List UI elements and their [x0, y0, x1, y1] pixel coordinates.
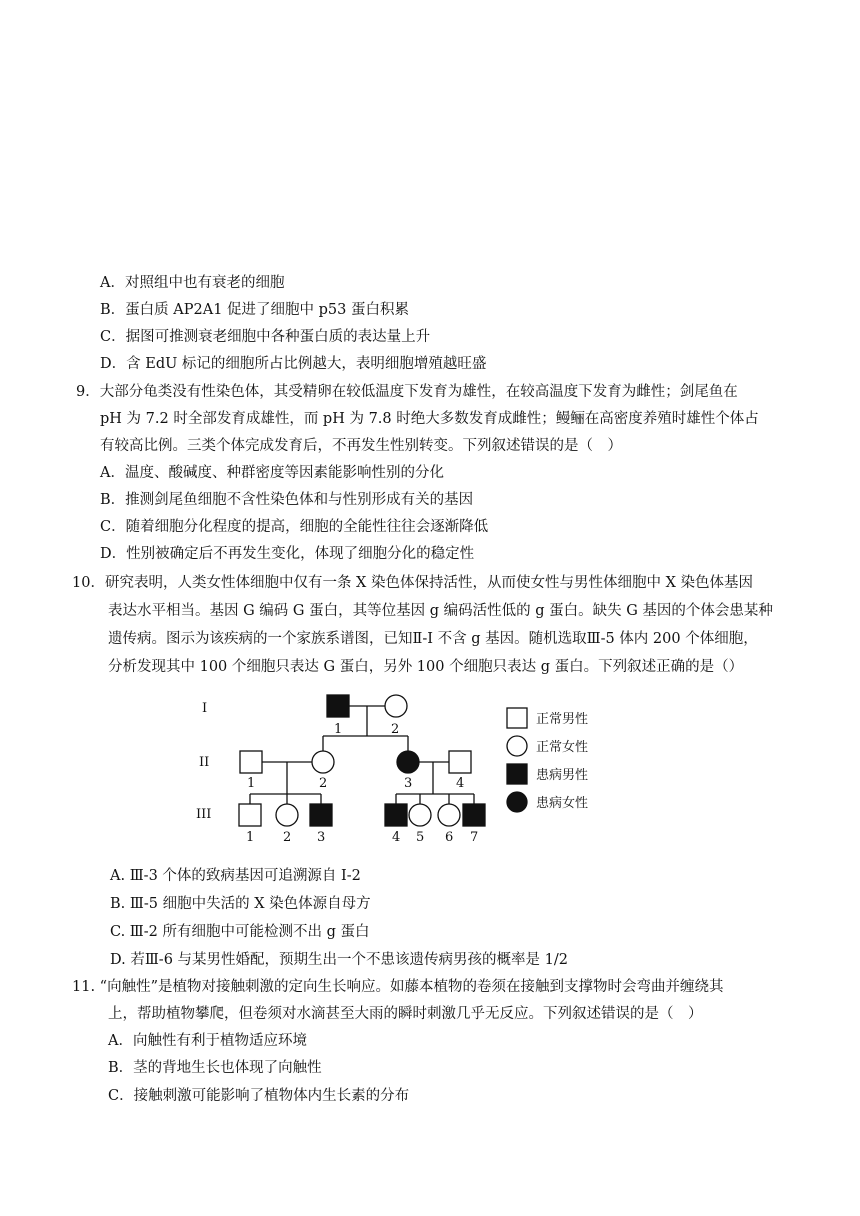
gen3-normal-female-2 [276, 804, 298, 826]
q11-option-c: C．接触刺激可能影响了植物体内生长素的分布 [108, 1088, 410, 1104]
pedigree-legend [507, 708, 588, 812]
gen3-normal-male-1 [239, 804, 261, 826]
legend-normal-female-symbol [507, 736, 527, 756]
gen3-label-7: 7 [470, 830, 479, 845]
q10-option-c: C. Ⅲ-2 所有细胞中可能检测不出 g 蛋白 [110, 924, 370, 940]
legend-normal-female-label: 正常女性 [536, 740, 589, 755]
gen2-label-2: 2 [319, 776, 328, 791]
gen3-affected-male-7 [463, 804, 485, 826]
gen1-label-1: 1 [334, 722, 343, 737]
q9-option-a: A．温度、酸碱度、种群密度等因素能影响性别的分化 [100, 465, 444, 481]
gen3-normal-female-6 [438, 804, 460, 826]
pedigree-chart [190, 682, 610, 847]
gen2-label-3: 3 [404, 776, 413, 791]
q9-stem-line-3: 有较高比例。三类个体完成发育后，不再发生性别转变。下列叙述错误的是（ ） [100, 438, 622, 454]
q10-stem-line-1: 10．研究表明，人类女性体细胞中仅有一条 X 染色体保持活性，从而使女性与男性体细胞中 X 染色体基因 [72, 575, 754, 591]
q8-option-d: D．含 EdU 标记的细胞所占比例越大，表明细胞增殖越旺盛 [100, 356, 487, 372]
gen2-label-4: 4 [456, 776, 465, 791]
legend-normal-male-label: 正常男性 [536, 712, 589, 727]
generation-label-3: III [196, 807, 212, 822]
gen2-label-1: 1 [247, 776, 256, 791]
legend-affected-male-label: 患病男性 [536, 768, 589, 783]
pedigree-lines [250, 706, 474, 804]
generation-label-2: II [199, 755, 210, 770]
q10-stem-line-3: 遗传病。图示为该疾病的一个家族系谱图，已知Ⅱ-I 不含 g 基因。随机选取Ⅲ-5 体内 200 个体细胞， [108, 631, 758, 647]
gen2-normal-male-4 [449, 751, 471, 773]
legend-affected-male-symbol [507, 764, 527, 784]
legend-affected-female-label: 患病女性 [536, 796, 589, 811]
generation-label-1: I [202, 701, 208, 716]
gen3-label-4: 4 [392, 830, 401, 845]
gen1-affected-male-1 [327, 695, 349, 717]
q9-stem-line-1: 9．大部分龟类没有性染色体，其受精卵在较低温度下发育为雄性，在较高温度下发育为雌性；剑尾鱼在 [76, 384, 738, 400]
q9-stem-line-2: pH 为 7.2 时全部发育成雄性，而 pH 为 7.8 时绝大多数发育成雌性；鳗鲡在高密度养殖时雄性个体占 [100, 411, 759, 427]
gen1-normal-female-2 [385, 695, 407, 717]
legend-normal-male-symbol [507, 708, 527, 728]
gen2-normal-female-2 [312, 751, 334, 773]
gen3-label-2: 2 [283, 830, 292, 845]
q8-option-a: A．对照组中也有衰老的细胞 [100, 275, 285, 291]
q8-option-c: C．据图可推测衰老细胞中各种蛋白质的表达量上升 [100, 329, 431, 345]
q11-option-a: A．向触性有利于植物适应环境 [108, 1033, 307, 1049]
gen3-label-1: 1 [246, 830, 255, 845]
q11-option-b: B．茎的背地生长也体现了向触性 [108, 1060, 322, 1076]
gen3-affected-male-3 [310, 804, 332, 826]
gen2-affected-female-3 [397, 751, 419, 773]
q8-option-b: B．蛋白质 AP2A1 促进了细胞中 p53 蛋白积累 [100, 302, 409, 318]
q10-stem-line-4: 分析发现其中 100 个细胞只表达 G 蛋白，另外 100 个细胞只表达 g 蛋白。下列叙述正确的是（） [108, 659, 744, 675]
q11-stem-line-2: 上，帮助植物攀爬，但卷须对水滴甚至大雨的瞬时刺激几乎无反应。下列叙述错误的是（ ） [108, 1006, 703, 1022]
gen3-label-3: 3 [317, 830, 326, 845]
legend-affected-female-symbol [507, 792, 527, 812]
gen2-normal-male-1 [240, 751, 262, 773]
q9-option-b: B．推测剑尾鱼细胞不含性染色体和与性别形成有关的基因 [100, 492, 474, 508]
q11-stem-line-1: 11. “向触性”是植物对接触刺激的定向生长响应。如藤本植物的卷须在接触到支撑物时会弯曲并缠绕其 [72, 979, 724, 995]
q10-stem-line-2: 表达水平相当。基因 G 编码 G 蛋白，其等位基因 g 编码活性低的 g 蛋白。缺失 G 基因的个体会患某种 [108, 603, 773, 619]
q10-option-d: D. 若Ⅲ-6 与某男性婚配，预期生出一个不患该遗传病男孩的概率是 1/2 [110, 952, 568, 968]
q10-option-a: A. Ⅲ-3 个体的致病基因可追溯源自 I-2 [110, 868, 361, 884]
q9-option-d: D．性别被确定后不再发生变化，体现了细胞分化的稳定性 [100, 546, 475, 562]
gen3-label-5: 5 [416, 830, 425, 845]
q9-option-c: C．随着细胞分化程度的提高，细胞的全能性往往会逐渐降低 [100, 519, 489, 535]
gen3-normal-female-5 [409, 804, 431, 826]
gen3-label-6: 6 [445, 830, 454, 845]
gen3-affected-male-4 [385, 804, 407, 826]
q10-option-b: B. Ⅲ-5 细胞中失活的 X 染色体源自母方 [110, 896, 371, 912]
gen1-label-2: 2 [391, 722, 400, 737]
